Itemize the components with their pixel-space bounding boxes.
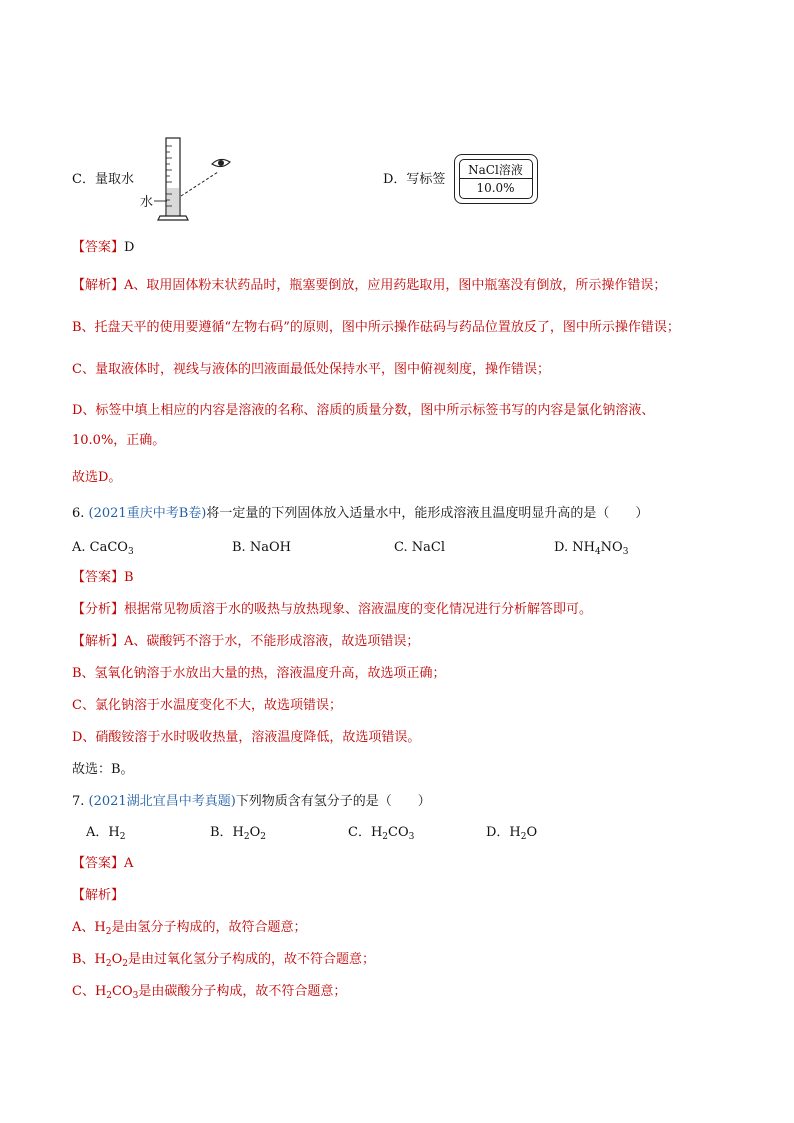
- option-d-label: D．写标签: [383, 172, 446, 187]
- q6-analysis-d: D、硝酸铵溶于水时吸收热量，溶液温度降低，故选项错误。: [72, 730, 421, 745]
- q5-analysis-d2: 10.0%，正确。: [72, 433, 166, 448]
- q5-analysis-a: 【解析】A、取用固体粉末状药品时，瓶塞要倒放，应用药匙取用，图中瓶塞没有倒放，所示操作错误；: [72, 278, 667, 293]
- q5-analysis-c: C、量取液体时，视线与液体的凹液面最低处保持水平，图中俯视刻度，操作错误；: [72, 362, 550, 377]
- tag-divider: [459, 178, 532, 179]
- eye-icon: [212, 159, 230, 166]
- q6-conclusion: 故选：B。: [72, 762, 134, 777]
- q6-stem: 6. (2021重庆中考B卷)将一定量的下列固体放入适量水中，能形成溶液且温度明显升高的是（ ）: [72, 506, 649, 521]
- q6-answer: 【答案】B: [72, 570, 134, 585]
- water-label: 水: [140, 195, 154, 210]
- q7-option-c: C．$H_2CO_3$: [348, 825, 415, 842]
- q7-analysis-b: B、$H_2O_2$是由过氧化氢分子构成的，故不符合题意；: [72, 952, 376, 969]
- q7-analysis-a: A、$H_2$是由氢分子构成的，故符合题意；: [72, 920, 307, 937]
- measuring-cylinder-figure: [148, 132, 238, 224]
- q7-analysis-c: C、$H_2CO_3$是由碳酸分子构成，故不符合题意；: [72, 984, 347, 1001]
- q7-stem: 7. (2021湖北宜昌中考真题)下列物质含有氢分子的是（ ）: [72, 794, 431, 809]
- q6-analysis-c: C、氯化钠溶于水温度变化不大，故选项错误；: [72, 698, 342, 713]
- q6-analysis-a: 【解析】A、碳酸钙不溶于水，不能形成溶液，故选项错误；: [72, 634, 420, 649]
- q5-analysis-b: B、托盘天平的使用要遵循“左物右码”的原则，图中所示操作砝码与药品位置放反了，图中所示操作错误；: [72, 320, 680, 335]
- q6-option-a: A. CaCO$_3$: [72, 540, 134, 557]
- q7-option-b: B．$H_2O_2$: [210, 825, 267, 842]
- q7-analysis-label: 【解析】: [72, 888, 125, 903]
- option-c-label: C．量取水: [72, 172, 134, 187]
- q6-analysis-b: B、氢氧化钠溶于水放出大量的热，溶液温度升高，故选项正确；: [72, 666, 446, 681]
- q6-option-d: D. $NH_4NO_3$: [554, 540, 629, 557]
- q6-option-b: B. NaOH: [232, 540, 291, 555]
- q6-fenxi: 【分析】根据常见物质溶于水的吸热与放热现象、溶液温度的变化情况进行分析解答即可。: [72, 602, 593, 617]
- q5-answer: 【答案】D: [72, 240, 135, 255]
- q7-option-a: A．$H_2$: [86, 825, 126, 842]
- tag-line-1: NaCl溶液: [468, 163, 523, 177]
- q5-analysis-d1: D、标签中填上相应的内容是溶液的名称、溶质的质量分数，图中所示标签书写的内容是氯化钠溶液、: [72, 403, 655, 418]
- tag-line-2: 10.0%: [476, 181, 515, 195]
- q7-option-d: D．$H_2O$: [486, 825, 538, 842]
- q5-conclusion: 故选D。: [72, 470, 122, 485]
- q6-option-c: C. NaCl: [394, 540, 445, 555]
- q7-answer: 【答案】A: [72, 856, 134, 871]
